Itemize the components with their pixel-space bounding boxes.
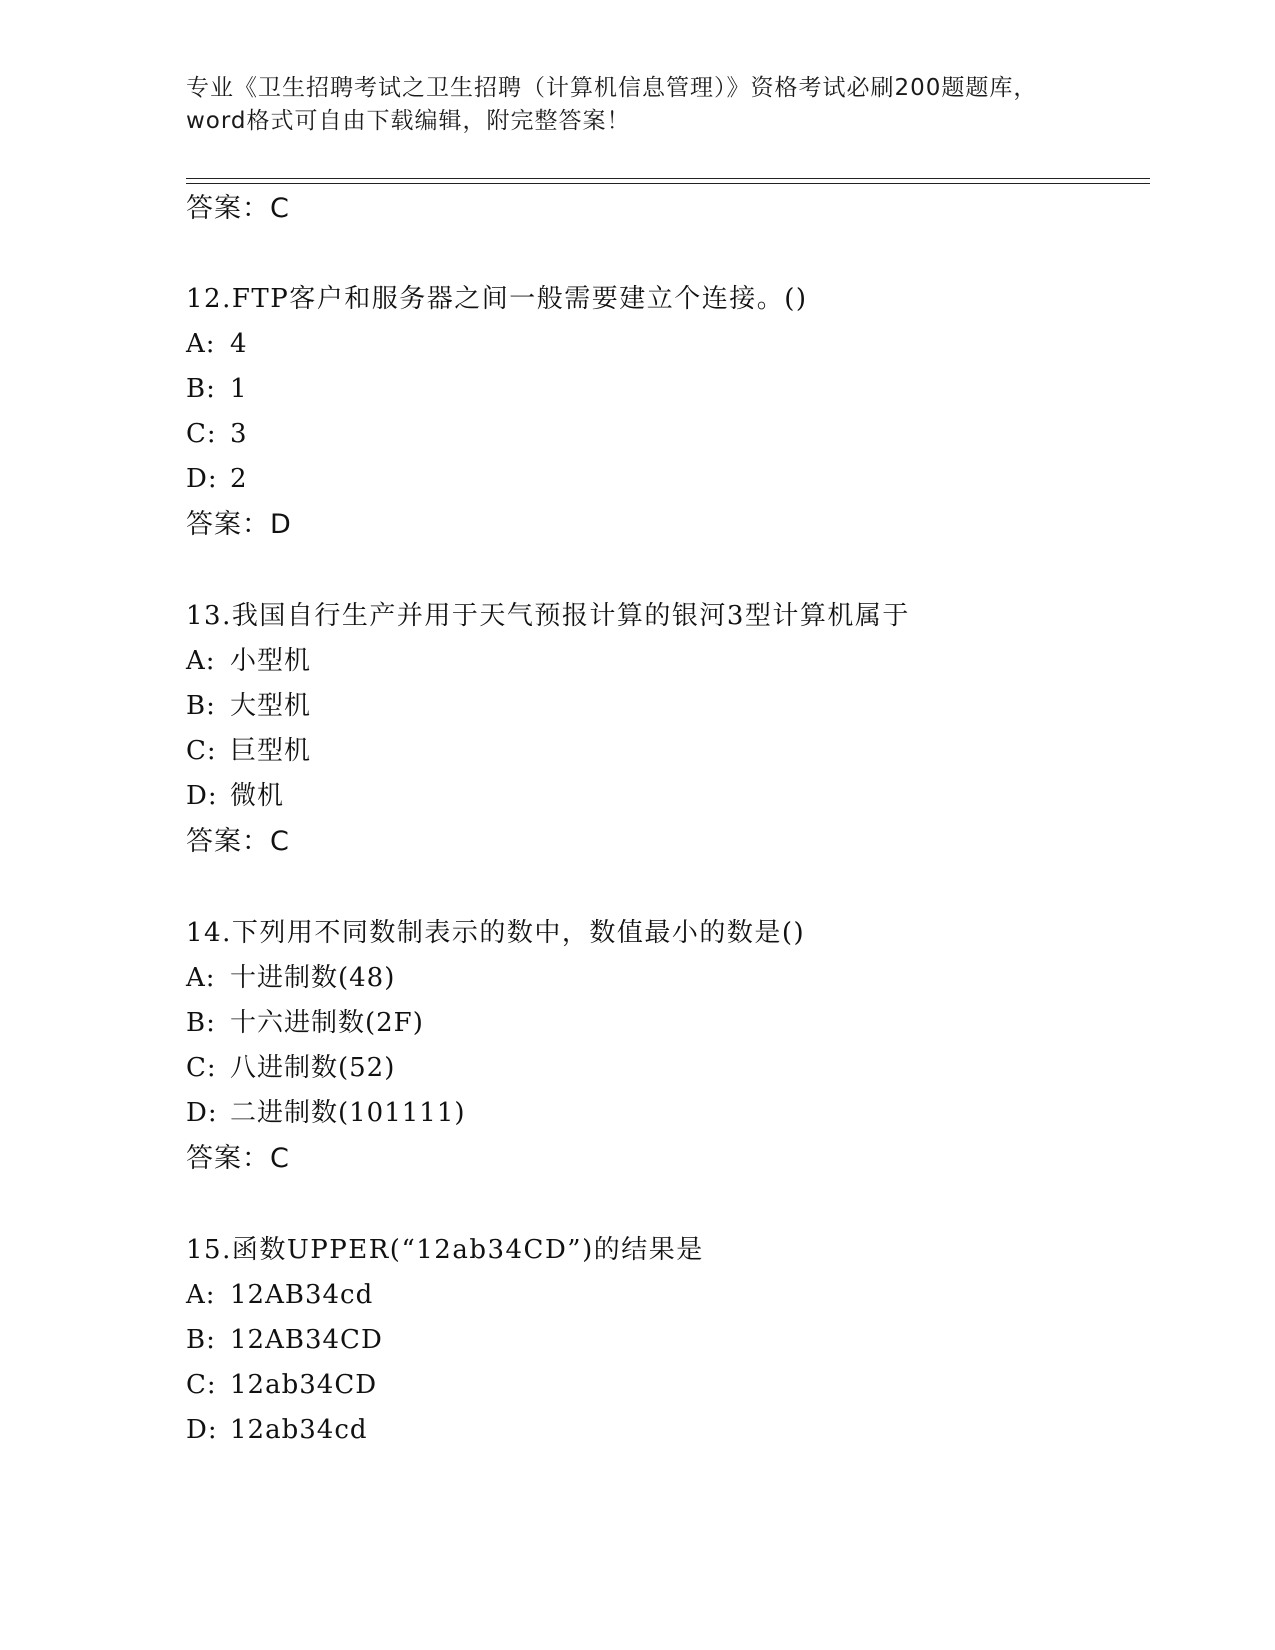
header-line-2: word格式可自由下载编辑，附完整答案！ [186, 108, 631, 134]
option-c [186, 1046, 1146, 1091]
option-letter: D: [186, 464, 218, 494]
option-b [186, 684, 1146, 729]
option-text: 2 [230, 464, 248, 494]
answer-line: 答案：C [186, 193, 290, 224]
option-text: 12AB34cd [230, 1280, 374, 1310]
option-text: 大型机 [230, 691, 312, 721]
option-text: 12AB34CD [230, 1325, 383, 1355]
question-title: 13.我国自行生产并用于天气预报计算的银河3型计算机属于 [186, 601, 910, 631]
option-b [186, 1001, 1146, 1046]
option-text: 1 [230, 374, 248, 404]
option-letter: B: [186, 1325, 216, 1355]
question-list [186, 186, 1146, 1453]
option-letter: B: [186, 374, 216, 404]
answer-line: 答案：D [186, 509, 292, 540]
option-text: 12ab34CD [230, 1370, 378, 1400]
question-15 [186, 1227, 1146, 1453]
option-text: 12ab34cd [230, 1415, 368, 1445]
document-header [186, 72, 1086, 138]
option-c [186, 1363, 1146, 1408]
option-letter: A: [186, 963, 216, 993]
question-13 [186, 593, 1146, 865]
option-letter: B: [186, 1008, 216, 1038]
question-14 [186, 910, 1146, 1182]
option-text: 八进制数(52) [230, 1053, 396, 1083]
option-b [186, 367, 1146, 412]
option-letter: B: [186, 691, 216, 721]
option-d [186, 1091, 1146, 1136]
answer-line: 答案：C [186, 1143, 290, 1174]
question-title: 14.下列用不同数制表示的数中，数值最小的数是() [186, 918, 806, 948]
option-text: 二进制数(101111) [230, 1098, 466, 1128]
question-12 [186, 276, 1146, 548]
option-d [186, 1408, 1146, 1453]
option-a [186, 639, 1146, 684]
option-a [186, 956, 1146, 1001]
option-d [186, 457, 1146, 502]
option-letter: C: [186, 736, 217, 766]
option-text: 小型机 [230, 646, 312, 676]
option-text: 十进制数(48) [230, 963, 396, 993]
option-text: 微机 [230, 781, 285, 811]
question-title: 15.函数UPPER(“12ab34CD”)的结果是 [186, 1235, 704, 1265]
option-text: 十六进制数(2F) [230, 1008, 424, 1038]
option-letter: D: [186, 781, 218, 811]
option-letter: A: [186, 646, 216, 676]
option-d [186, 774, 1146, 819]
option-letter: A: [186, 329, 216, 359]
header-divider-bottom [186, 183, 1150, 184]
header-divider-top [186, 178, 1150, 179]
question-title: 12.FTP客户和服务器之间一般需要建立个连接。() [186, 284, 808, 314]
header-line-1: 专业《卫生招聘考试之卫生招聘（计算机信息管理）》资格考试必刷200题题库， [186, 75, 1038, 101]
option-a [186, 322, 1146, 367]
option-a [186, 1273, 1146, 1318]
option-letter: C: [186, 1053, 217, 1083]
option-text: 巨型机 [230, 736, 312, 766]
option-text: 3 [230, 419, 248, 449]
option-letter: D: [186, 1415, 218, 1445]
option-b [186, 1318, 1146, 1363]
option-letter: A: [186, 1280, 216, 1310]
option-c [186, 729, 1146, 774]
option-letter: C: [186, 1370, 217, 1400]
option-letter: D: [186, 1098, 218, 1128]
option-text: 4 [230, 329, 248, 359]
answer-line: 答案：C [186, 826, 290, 857]
option-letter: C: [186, 419, 217, 449]
option-c [186, 412, 1146, 457]
